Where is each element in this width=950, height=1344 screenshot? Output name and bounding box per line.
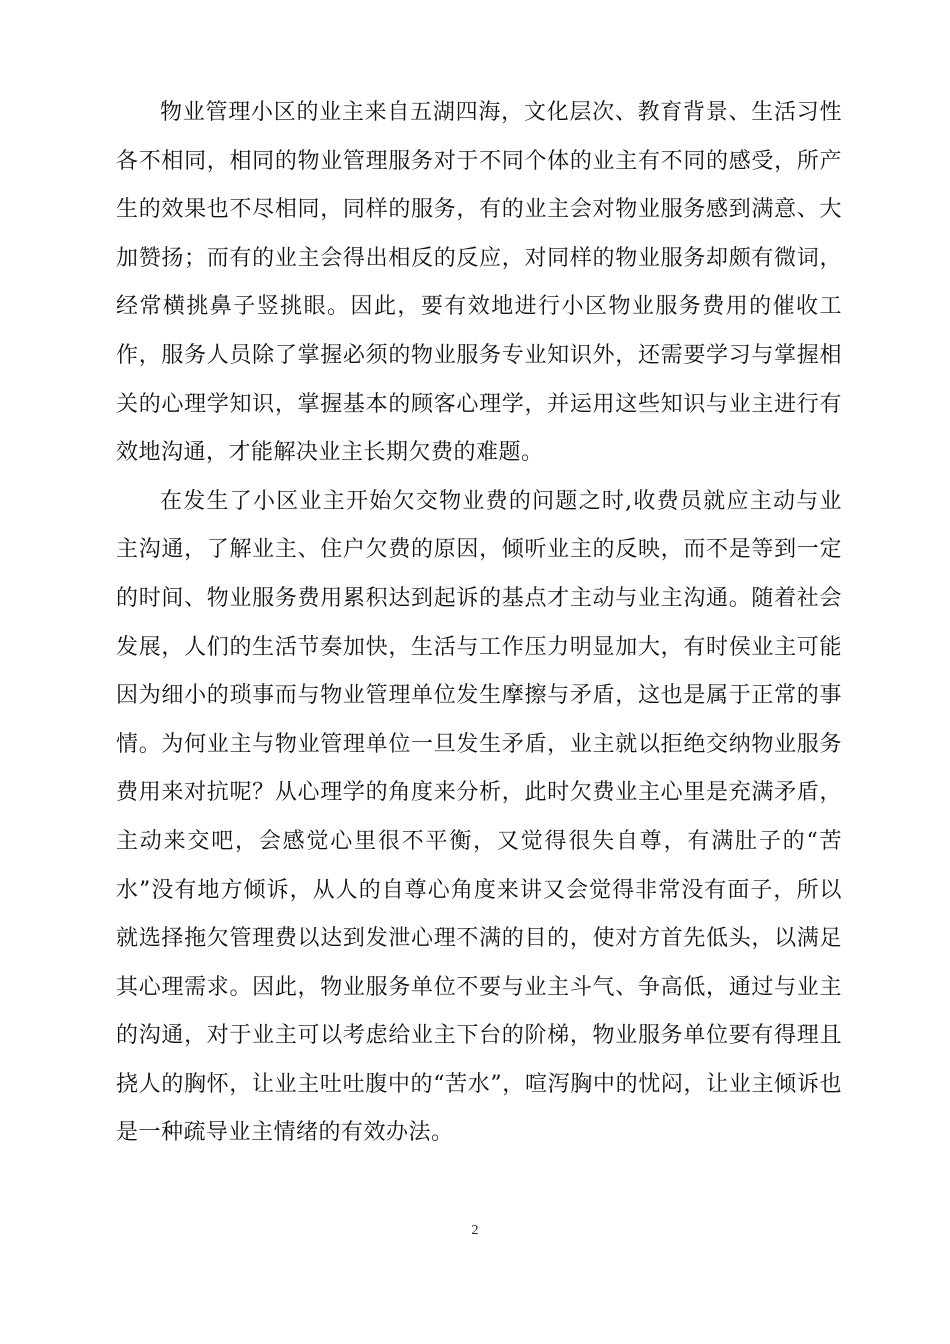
paragraph-2: 在发生了小区业主开始欠交物业费的问题之时,收费员就应主动与业主沟通，了解业主、住户欠费的原因，倾听业主的反映，而不是等到一定的时间、物业服务费用累积达到起诉的基点才主动与业主沟通。随着社会发展，人们的生活节奏加快，生活与工作压力明显加大，有时侯业主可能因为细小的琐事而与物业管理单位发生摩擦与矛盾，这也是属于正常的事情。为何业主与物业管理单位一旦发生矛盾，业主就以拒绝交纳物业服务费用来对抗呢？从心理学的角度来分析，此时欠费业主心里是充满矛盾，主动来交吧，会感觉心里很不平衡，又觉得很失自尊，有满肚子的“苦水”没有地方倾诉，从人的自尊心角度来讲又会觉得非常没有面子，所以就选择拖欠管理费以达到发泄心理不满的目的，使对方首先低头，以满足其心理需求。因此，物业服务单位不要与业主斗气、争高低，通过与业主的沟通，对于业主可以考虑给业主下台的阶梯，物业服务单位要有得理且挠人的胸怀，让业主吐吐腹中的“苦水”，喧泻胸中的忧闷，让业主倾诉也是一种疏导业主情绪的有效办法。 <box>116 488 842 1146</box>
paragraph-1: 物业管理小区的业主来自五湖四海，文化层次、教育背景、生活习性各不相同，相同的物业管理服务对于不同个体的业主有不同的感受，所产生的效果也不尽相同，同样的服务，有的业主会对物业服务感到满意、大加赞扬；而有的业主会得出相反的反应，对同样的物业服务却颇有微词，经常横挑鼻子竖挑眼。因此，要有效地进行小区物业服务费用的催收工作，服务人员除了掌握必须的物业服务专业知识外，还需要学习与掌握相关的心理学知识，掌握基本的顾客心理学，并运用这些知识与业主进行有效地沟通，才能解决业主长期欠费的难题。 <box>116 100 842 466</box>
page-number: 2 <box>471 1223 479 1238</box>
body-text <box>116 89 842 1158</box>
